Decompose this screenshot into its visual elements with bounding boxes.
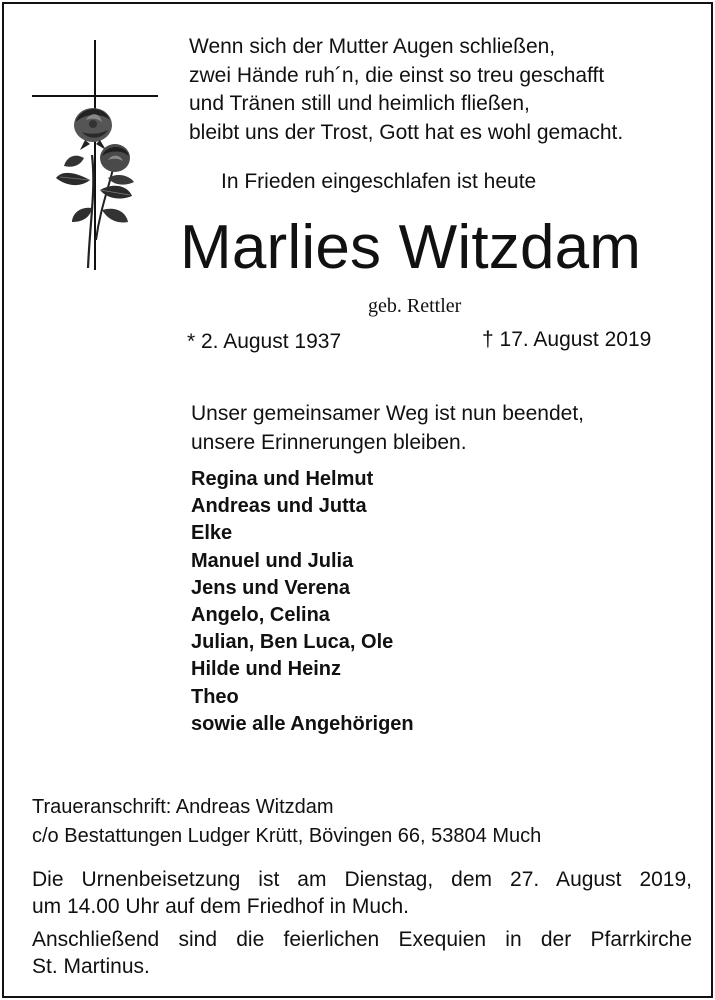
cross-with-rose-artwork [30, 40, 160, 270]
poem [189, 33, 623, 147]
farewell-line: unsere Erinnerungen bleiben. [191, 431, 467, 454]
deceased-name: Marlies Witzdam [180, 213, 642, 282]
mourner-entry: Julian, Ben Luca, Ole [191, 631, 394, 654]
birth-name: geb. Rettler [368, 295, 462, 317]
intro-text: In Frieden eingeschlafen ist heute [221, 170, 537, 193]
exequies-line: Anschließend sind die feierlichen Exequien in der Pfarrkirche [32, 928, 692, 951]
address-line: c/o Bestattungen Ludger Krütt, Bövingen 66, 53804 Much [32, 825, 542, 847]
birth-date: * 2. August 1937 [187, 330, 342, 353]
mourning-address [32, 793, 541, 851]
exequies-notice [32, 926, 692, 980]
cross-icon [32, 40, 158, 270]
mourner-entry: Regina und Helmut [191, 468, 374, 490]
poem-line: Wenn sich der Mutter Augen schließen, [189, 35, 556, 58]
death-date: † 17. August 2019 [482, 328, 652, 351]
burial-line: Die Urnenbeisetzung ist am Dienstag, dem 27. August 2019, [32, 868, 692, 891]
farewell-line: Unser gemeinsamer Weg ist nun beendet, [191, 402, 584, 425]
burial-notice [32, 866, 692, 920]
mourner-entry: sowie alle Angehörigen [191, 712, 414, 735]
mourner-entry: Jens und Verena [191, 576, 350, 599]
poem-line: zwei Hände ruh´n, die einst so treu geschafft [189, 63, 605, 87]
poem-line: und Tränen still und heimlich fließen, [189, 92, 530, 115]
mourner-entry: Theo [191, 685, 239, 708]
mourner-entry: Hilde und Heinz [191, 658, 341, 681]
mourner-entry: Andreas und Jutta [191, 495, 367, 518]
mourner-entry: Manuel und Julia [191, 549, 354, 572]
poem-line: bleibt uns der Trost, Gott hat es wohl gemacht. [189, 120, 624, 144]
mourners-list [191, 466, 414, 738]
farewell-text [191, 399, 584, 457]
mourner-entry: Elke [191, 522, 233, 545]
exequies-line: St. Martinus. [32, 955, 150, 978]
address-line: Traueranschrift: Andreas Witzdam [32, 796, 334, 818]
mourner-entry: Angelo, Celina [191, 604, 330, 627]
burial-line: um 14.00 Uhr auf dem Friedhof in Much. [32, 895, 410, 918]
